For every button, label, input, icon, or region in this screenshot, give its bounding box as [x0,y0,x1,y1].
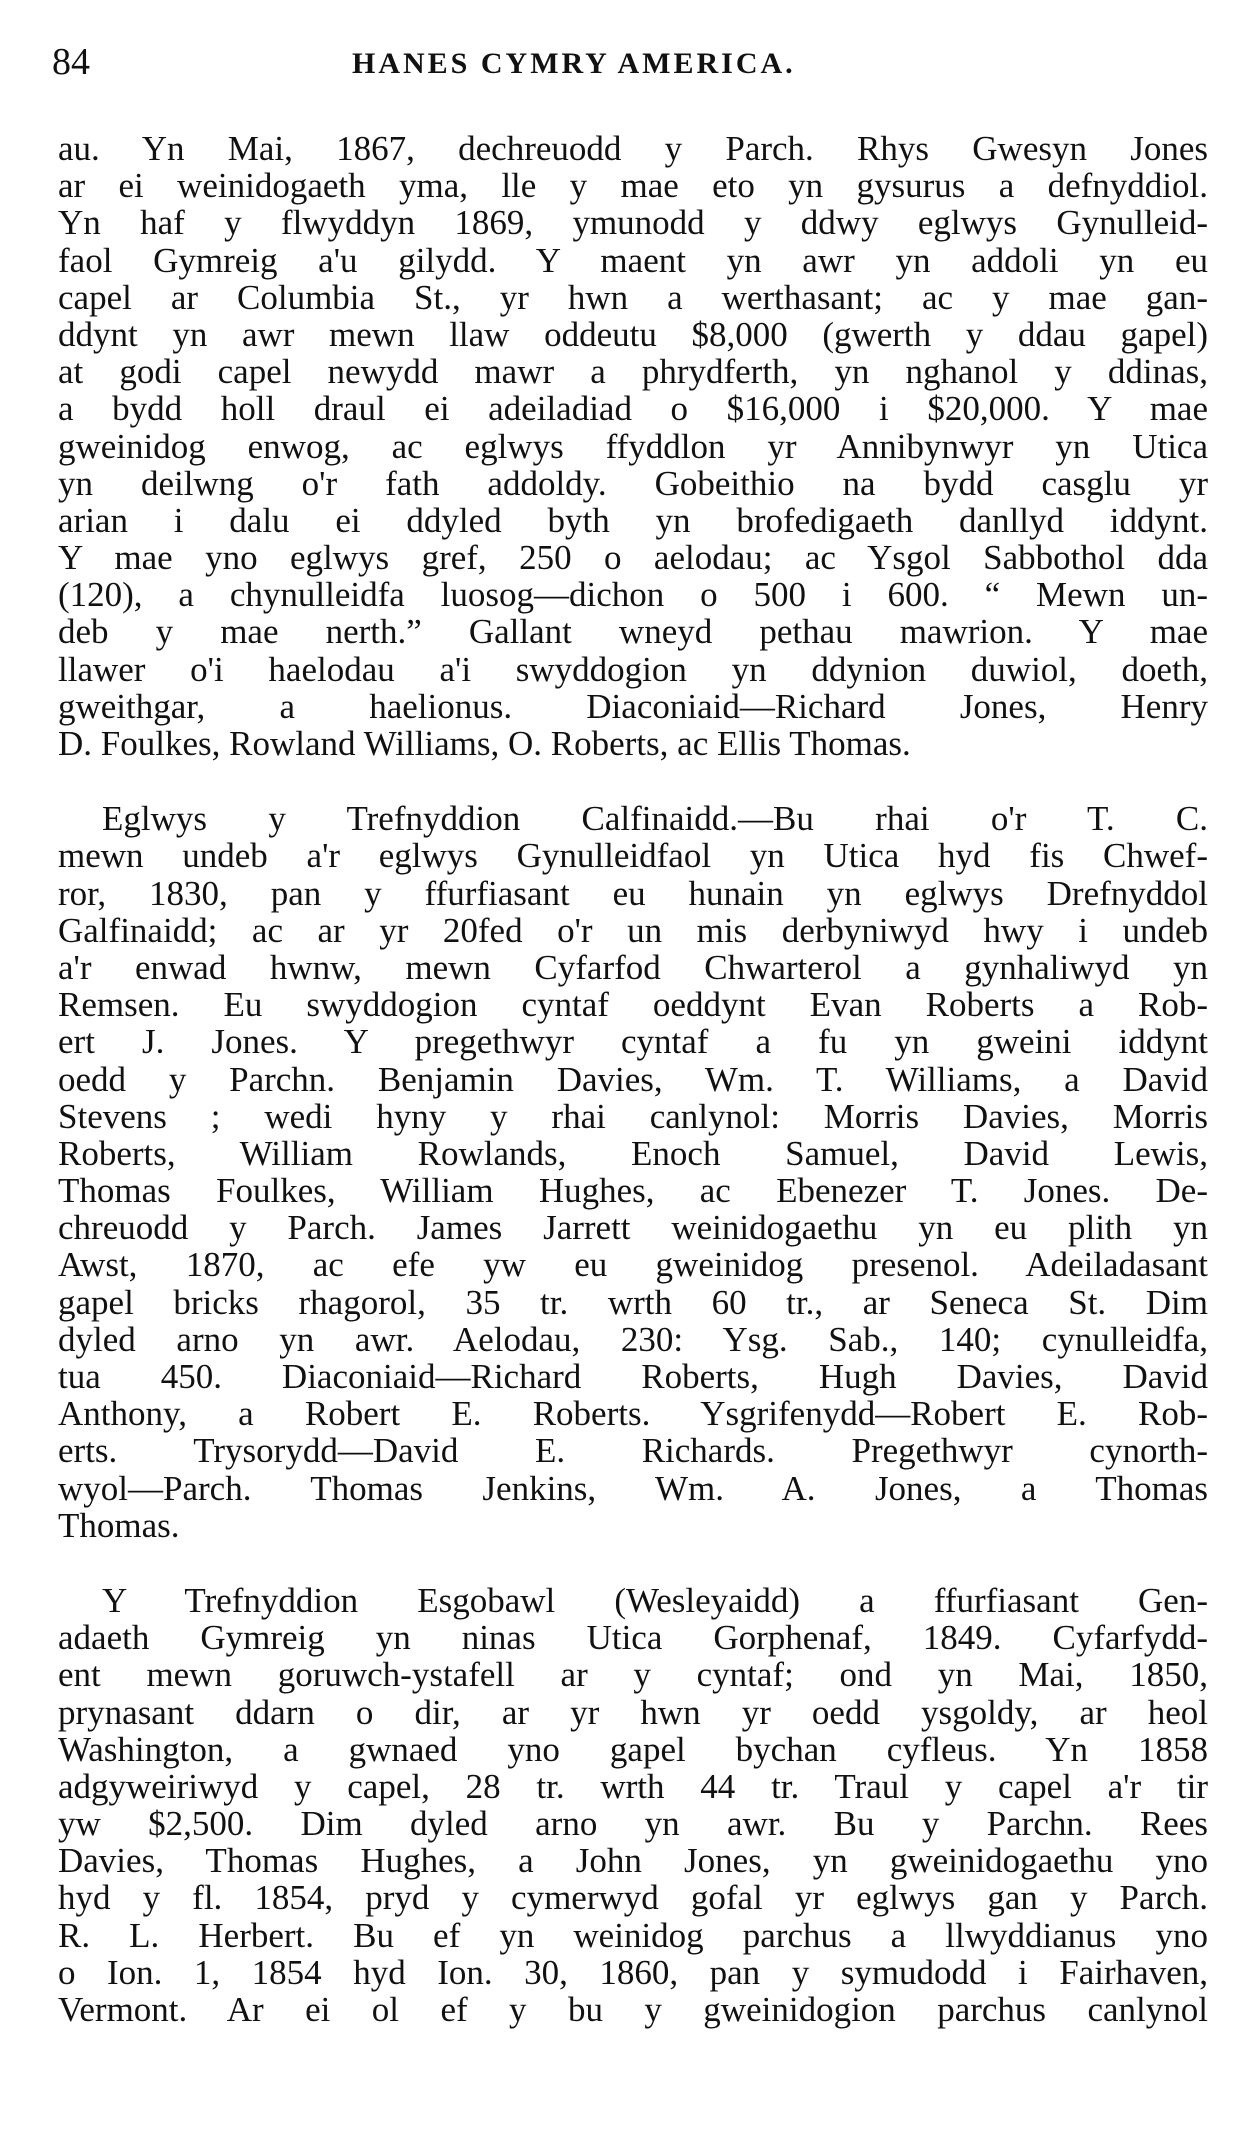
text-line: ar ei weinidogaeth yma, lle y mae eto yn gysurus a defnyddiol. [58,166,1208,206]
text-line: Y Trefnyddion Esgobawl (Wesleyaidd) a ffurfiasant Gen- [102,1580,1208,1620]
text-line: (120), a chynulleidfa luosog—dichon o 500 i 600. “ Mewn un- [58,575,1208,615]
paragraph-spacer [58,1544,1208,1582]
paragraph-spacer [58,762,1208,800]
running-title: HANES CYMRY AMERICA. [352,47,796,80]
text-line: Y mae yno eglwys gref, 250 o aelodau; ac Ysgol Sabbothol dda [58,538,1208,578]
text-line: faol Gymreig a'u gilydd. Y maent yn awr yn addoli yn eu [58,240,1208,280]
paragraph-wesleyan-methodists [58,1582,1208,2028]
text-line: oedd y Parchn. Benjamin Davies, Wm. T. Williams, a David [58,1059,1208,1099]
text-line: a bydd holl draul ei adeiladiad o $16,000 i $20,000. Y mae [58,389,1208,429]
text-line: gweinidog enwog, ac eglwys ffyddlon yr Annibynwyr yn Utica [58,426,1208,466]
text-line: Yn haf y flwyddyn 1869, ymunodd y ddwy eglwys Gynulleid- [58,203,1208,243]
text-line: chreuodd y Parch. James Jarrett weinidogaethu yn eu plith yn [58,1208,1208,1248]
text-line: yn deilwng o'r fath addoldy. Gobeithio na bydd casglu yr [58,463,1208,503]
text-line: Remsen. Eu swyddogion cyntaf oeddynt Evan Roberts a Rob- [58,985,1208,1025]
body-text [58,130,1208,2028]
text-line: gapel bricks rhagorol, 35 tr. wrth 60 tr., ar Seneca St. Dim [58,1282,1208,1322]
paragraph-gwesyn-jones [58,130,1208,762]
text-line: a'r enwad hwnw, mewn Cyfarfod Chwarterol a gynhaliwyd yn [58,947,1208,987]
text-line: ent mewn goruwch-ystafell ar y cyntaf; ond yn Mai, 1850, [58,1655,1208,1695]
text-line: adgyweiriwyd y capel, 28 tr. wrth 44 tr. Traul y capel a'r tir [58,1766,1208,1806]
text-line: mewn undeb a'r eglwys Gynulleidfaol yn Utica hyd fis Chwef- [58,836,1208,876]
text-line: hyd y fl. 1854, pryd y cymerwyd gofal yr eglwys gan y Parch. [58,1878,1208,1918]
text-line: Vermont. Ar ei ol ef y bu y gweinidogion parchus canlynol [58,1990,1208,2029]
text-line: Awst, 1870, ac efe yw eu gweinidog presenol. Adeiladasant [58,1245,1208,1285]
text-line: yw $2,500. Dim dyled arno yn awr. Bu y Parchn. Rees [58,1804,1208,1844]
text-line: D. Foulkes, Rowland Williams, O. Roberts, ac Ellis Thomas. [58,724,911,763]
text-line: prynasant ddarn o dir, ar yr hwn yr oedd ysgoldy, ar heol [58,1692,1208,1732]
text-line: tua 450. Diaconiaid—Richard Roberts, Hugh Davies, David [58,1357,1208,1396]
text-line: au. Yn Mai, 1867, dechreuodd y Parch. Rhys Gwesyn Jones [58,129,1208,168]
text-line: adaeth Gymreig yn ninas Utica Gorphenaf, 1849. Cyfarfydd- [58,1618,1208,1658]
text-line: ror, 1830, pan y ffurfiasant eu hunain yn eglwys Drefnyddol [58,873,1208,913]
text-line: llawer o'i haelodau a'i swyddogion yn ddynion duwiol, doeth, [58,649,1208,689]
paragraph-calvinistic-methodists [58,800,1208,1544]
text-line: Washington, a gwnaed yno gapel bychan cyfleus. Yn 1858 [58,1729,1208,1769]
text-line: deb y mae nerth.” Gallant wneyd pethau mawrion. Y mae [58,612,1208,652]
text-line: Davies, Thomas Hughes, a John Jones, yn gweinidogaethu yno [58,1841,1208,1881]
page-number: 84 [52,41,90,83]
text-line: dyled arno yn awr. Aelodau, 230: Ysg. Sab., 140; cynulleidfa, [58,1319,1208,1359]
text-line: Stevens ; wedi hyny y rhai canlynol: Morris Davies, Morris [58,1096,1208,1136]
text-line: Eglwys y Trefnyddion Calfinaidd.—Bu rhai o'r T. C. [102,799,1208,839]
text-line: capel ar Columbia St., yr hwn a werthasant; ac y mae gan- [58,277,1208,317]
text-line: R. L. Herbert. Bu ef yn weinidog parchus a llwyddianus yno [58,1915,1208,1955]
text-line: Anthony, a Robert E. Roberts. Ysgrifenydd—Robert E. Rob- [58,1394,1208,1434]
text-line: arian i dalu ei ddyled byth yn brofedigaeth danllyd iddynt. [58,500,1208,540]
page-header [52,38,1212,88]
text-line: ert J. Jones. Y pregethwyr cyntaf a fu yn gweini iddynt [58,1022,1208,1062]
text-line: erts. Trysorydd—David E. Richards. Pregethwyr cynorth- [58,1431,1208,1471]
text-line: wyol—Parch. Thomas Jenkins, Wm. A. Jones, a Thomas [58,1468,1208,1508]
text-line: gweithgar, a haelionus. Diaconiaid—Richard Jones, Henry [58,686,1208,726]
text-line: o Ion. 1, 1854 hyd Ion. 30, 1860, pan y symudodd i Fairhaven, [58,1952,1208,1992]
text-line: Galfinaidd; ac ar yr 20fed o'r un mis derbyniwyd hwy i undeb [58,910,1208,950]
text-line: Thomas. [58,1505,180,1545]
text-line: at godi capel newydd mawr a phrydferth, yn nghanol y ddinas, [58,352,1208,392]
text-line: ddynt yn awr mewn llaw oddeutu $8,000 (gwerth y ddau gapel) [58,314,1208,354]
text-line: Thomas Foulkes, William Hughes, ac Ebenezer T. Jones. De- [58,1171,1208,1211]
text-line: Roberts, William Rowlands, Enoch Samuel, David Lewis, [58,1133,1208,1173]
